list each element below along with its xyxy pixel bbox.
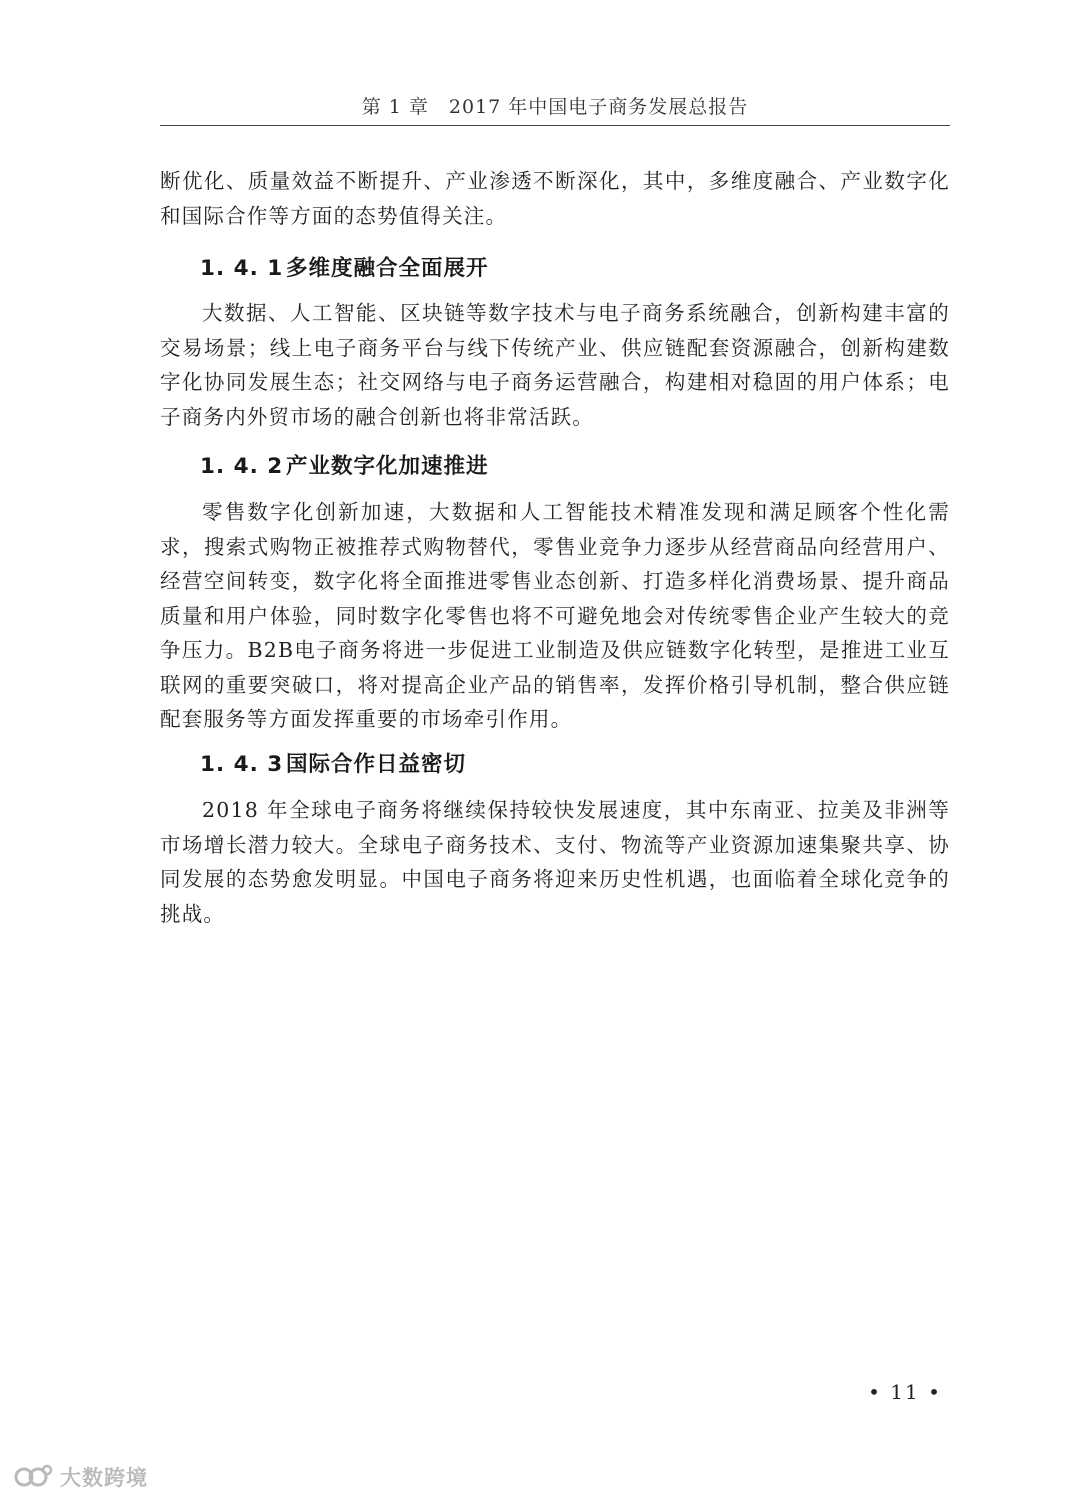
section-title: 多维度融合全面展开 (286, 256, 489, 281)
running-header: 第 1 章 2017 年中国电子商务发展总报告 (361, 96, 749, 118)
section-heading-1-4-2 (200, 449, 489, 480)
watermark-text: 大数跨境 (60, 1466, 148, 1490)
header-rule (160, 125, 950, 126)
section-number: 1. 4. 1 (200, 256, 284, 281)
section-heading-1-4-1 (200, 251, 489, 282)
brand-logo-icon (14, 1463, 54, 1491)
section-title: 国际合作日益密切 (286, 752, 467, 777)
intro-paragraph: 断优化、质量效益不断提升、产业渗透不断深化，其中，多维度融合、产业数字化和国际合作等方面的态势值得关注。 (160, 169, 950, 228)
section-heading-1-4-3 (200, 747, 466, 778)
page-number: • 11 • (868, 1380, 942, 1404)
watermark (14, 1462, 148, 1492)
section-paragraph-1-4-1: 大数据、人工智能、区块链等数字技术与电子商务系统融合，创新构建丰富的交易场景；线上电子商务平台与线下传统产业、供应链配套资源融合，创新构建数字化协同发展生态；社交网络与电子商务运营融合，构建相对稳固的用户体系；电子商务内外贸市场的融合创新也将非常活跃。 (160, 301, 950, 429)
section-paragraph-1-4-2: 零售数字化创新加速，大数据和人工智能技术精准发现和满足顾客个性化需求，搜索式购物正被推荐式购物替代，零售业竞争力逐步从经营商品向经营用户、经营空间转变，数字化将全面推进零售业态创新、打造多样化消费场景、提升商品质量和用户体验，同时数字化零售也将不可避免地会对传统零售企业产生较大的竞争压力。B2B电子商务将进一步促进工业制造及供应链数字化转型，是推进工业互联网的重要突破口，将对提高企业产品的销售率，发挥价格引导机制，整合供应链配套服务等方面发挥重要的市场牵引作用。 (160, 500, 950, 731)
section-number: 1. 4. 2 (200, 454, 284, 479)
section-title: 产业数字化加速推进 (286, 454, 489, 479)
section-number: 1. 4. 3 (200, 752, 284, 777)
section-paragraph-1-4-3: 2018 年全球电子商务将继续保持较快发展速度，其中东南亚、拉美及非洲等市场增长潜力较大。全球电子商务技术、支付、物流等产业资源加速集聚共享、协同发展的态势愈发明显。中国电子商务将迎来历史性机遇，也面临着全球化竞争的挑战。 (160, 798, 950, 926)
